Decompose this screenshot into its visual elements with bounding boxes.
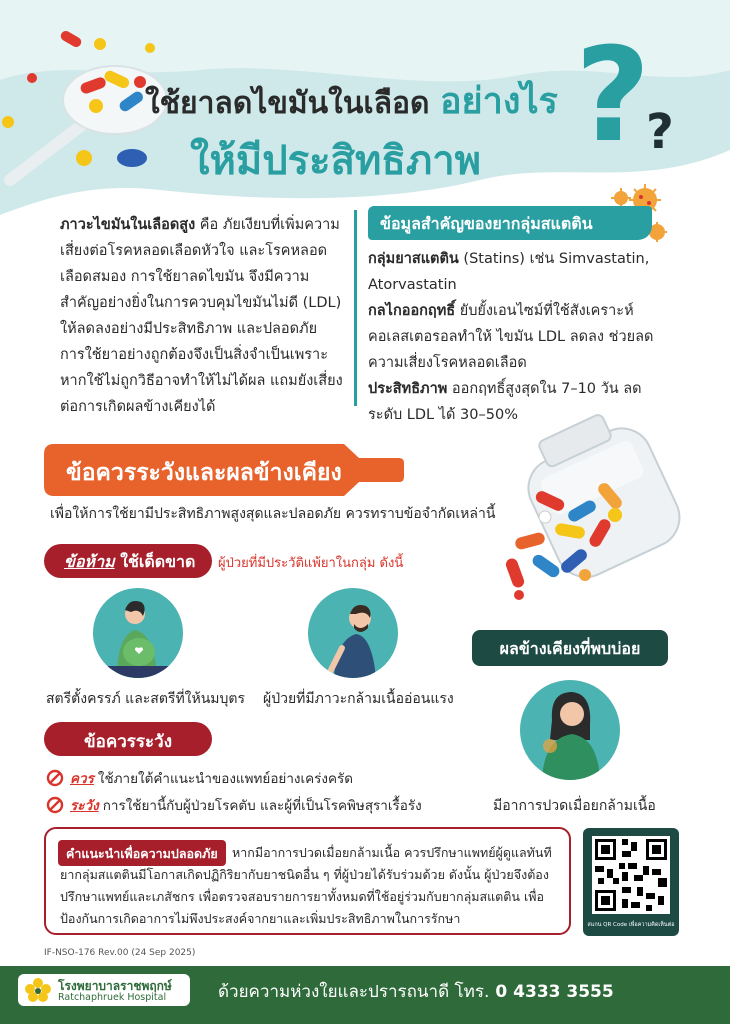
muscle-pain-image: [520, 680, 620, 780]
intro-paragraph: ภาวะไขมันในเลือดสูง คือ ภัยเงียบที่เพิ่มความเสี่ยงต่อโรคหลอดเลือดหัวใจ และโรคหลอดเลือดสมอง การใช้ยาลดไขมัน จึงมีความสำคัญอย่างยิ่งในการควบคุมไขมันไม่ดี (LDL) ให้ลดลงอย่างมีประสิทธิภาพ และปลอดภัย การใช้ยาอย่างถูกต้องจึงเป็นสิ่งจำเป็นเพราะหากใช้ไม่ถูกวิธีอาจทำให้ไม่ได้ผล แถมยังเสี่ยงต่อการเกิดผลข้างเคียงได้: [60, 217, 343, 415]
hospital-name-thai: โรงพยาบาลราชพฤกษ์: [58, 979, 172, 993]
divider: [354, 210, 357, 406]
statin-info-header: ข้อมูลสำคัญของยากลุ่มสแตติน: [368, 206, 652, 240]
pregnant-woman-image: [93, 588, 183, 678]
page-title-line1: ใช้ยาลดไขมันในเลือด อย่างไร: [145, 81, 558, 122]
intro-bold-lead: ภาวะไขมันในเลือดสูง: [60, 217, 196, 233]
side-effect-item-muscle-pain: มีอาการปวดเมื่อยกล้ามเนื้อ: [493, 798, 656, 814]
caution-subtitle: เพื่อให้การใช้ยามีประสิทธิภาพสูงสุดและปลอดภัย ควรทราบข้อจำกัดเหล่านี้: [50, 506, 496, 522]
warning-row-2: ระวัง การใช้ยานี้กับผู้ป่วยโรคตับ และผู้ที่เป็นโรคพิษสุราเรื้อรัง: [46, 794, 422, 816]
question-mark-small-icon: ?: [646, 104, 674, 160]
pill-bottle-image: [495, 395, 715, 615]
prohibited-icon: [46, 796, 64, 814]
footer-phone: 0 4333 3555: [495, 982, 614, 1002]
qr-caption: สแกน QR Code เพื่อความคิดเห็นต่อ: [587, 922, 675, 928]
warnings-pill: ข้อควรระวัง: [44, 722, 212, 756]
question-mark-large-icon: ?: [575, 19, 651, 171]
hospital-name-english: Ratchaphruek Hospital: [58, 992, 167, 1003]
weak-muscle-patient-image: [308, 588, 398, 678]
document-id: IF-NSO-176 Rev.00 (24 Sep 2025): [44, 948, 196, 958]
statin-info-body: กลุ่มยาสแตติน (Statins) เช่น Simvastatin, Atorvastatin กลไกออกฤทธิ์ ยับยั้งเอนไซม์ที่ใช้สังเคราะห์คอเลสเตอรอลทำให้ ไขมัน LDL ลดลง ช่วยลดความเสี่ยงโรคหลอดเลือด ประสิทธิภาพ ออกฤทธิ์สูงสุดใน 7–10 วัน ลดระดับ LDL ได้ 30–50%: [368, 251, 654, 423]
contraindication-pill: ข้อห้าม ใช้เด็ดขาด: [44, 544, 212, 578]
prohibited-icon: [46, 769, 64, 787]
caution-banner-title: ข้อควรระวังและผลข้างเคียง: [66, 460, 342, 486]
page-title-line2: ให้มีประสิทธิภาพ: [190, 138, 482, 184]
side-effects-pill: ผลข้างเคียงที่พบบ่อย: [472, 630, 668, 666]
contraindication-item-muscle-weakness: ผู้ป่วยที่มีภาวะกล้ามเนื้ออ่อนแรง: [263, 691, 454, 707]
footer-message: ด้วยความห่วงใยและปรารถนาดี โทร. 0 4333 3555: [218, 982, 614, 1002]
warning-row-1: ควร ใช้ภายใต้คำแนะนำของแพทย์อย่างเคร่งครัด: [46, 767, 353, 789]
contraindication-item-pregnant: สตรีตั้งครรภ์ และสตรีที่ให้นมบุตร: [46, 691, 246, 707]
title-highlight: อย่างไร: [439, 81, 558, 122]
ratchaphruek-flower-icon: [24, 977, 52, 1003]
qr-code[interactable]: [592, 836, 670, 914]
safety-advice-tag: คำแนะนำเพื่อความปลอดภัย: [58, 840, 226, 866]
safety-advice-text: หากมีอาการปวดเมื่อยกล้ามเนื้อ ควรปรึกษาแพทย์ผู้ดูแลทันที ยากลุ่มสแตตินมีโอกาสเกิดปฏิกิริยากับยาชนิดอื่น ๆ ที่ผู้ป่วยได้รับร่วมด้วย ดังนั้น ผู้ป่วยจึงต้องปรึกษาแพทย์และเภสัชกร เพื่อตรวจสอบรายการยาทั้งหมดที่ใช้อยู่ร่วมกับยากลุ่มสแตติน เพื่อป้องกันการเกิดอาการไม่พึงประสงค์จากยาและเพิ่มประสิทธิภาพในการรักษา: [60, 845, 552, 926]
contraindication-note: ผู้ป่วยที่มีประวัติแพ้ยาในกลุ่ม ดังนี้: [218, 556, 404, 571]
